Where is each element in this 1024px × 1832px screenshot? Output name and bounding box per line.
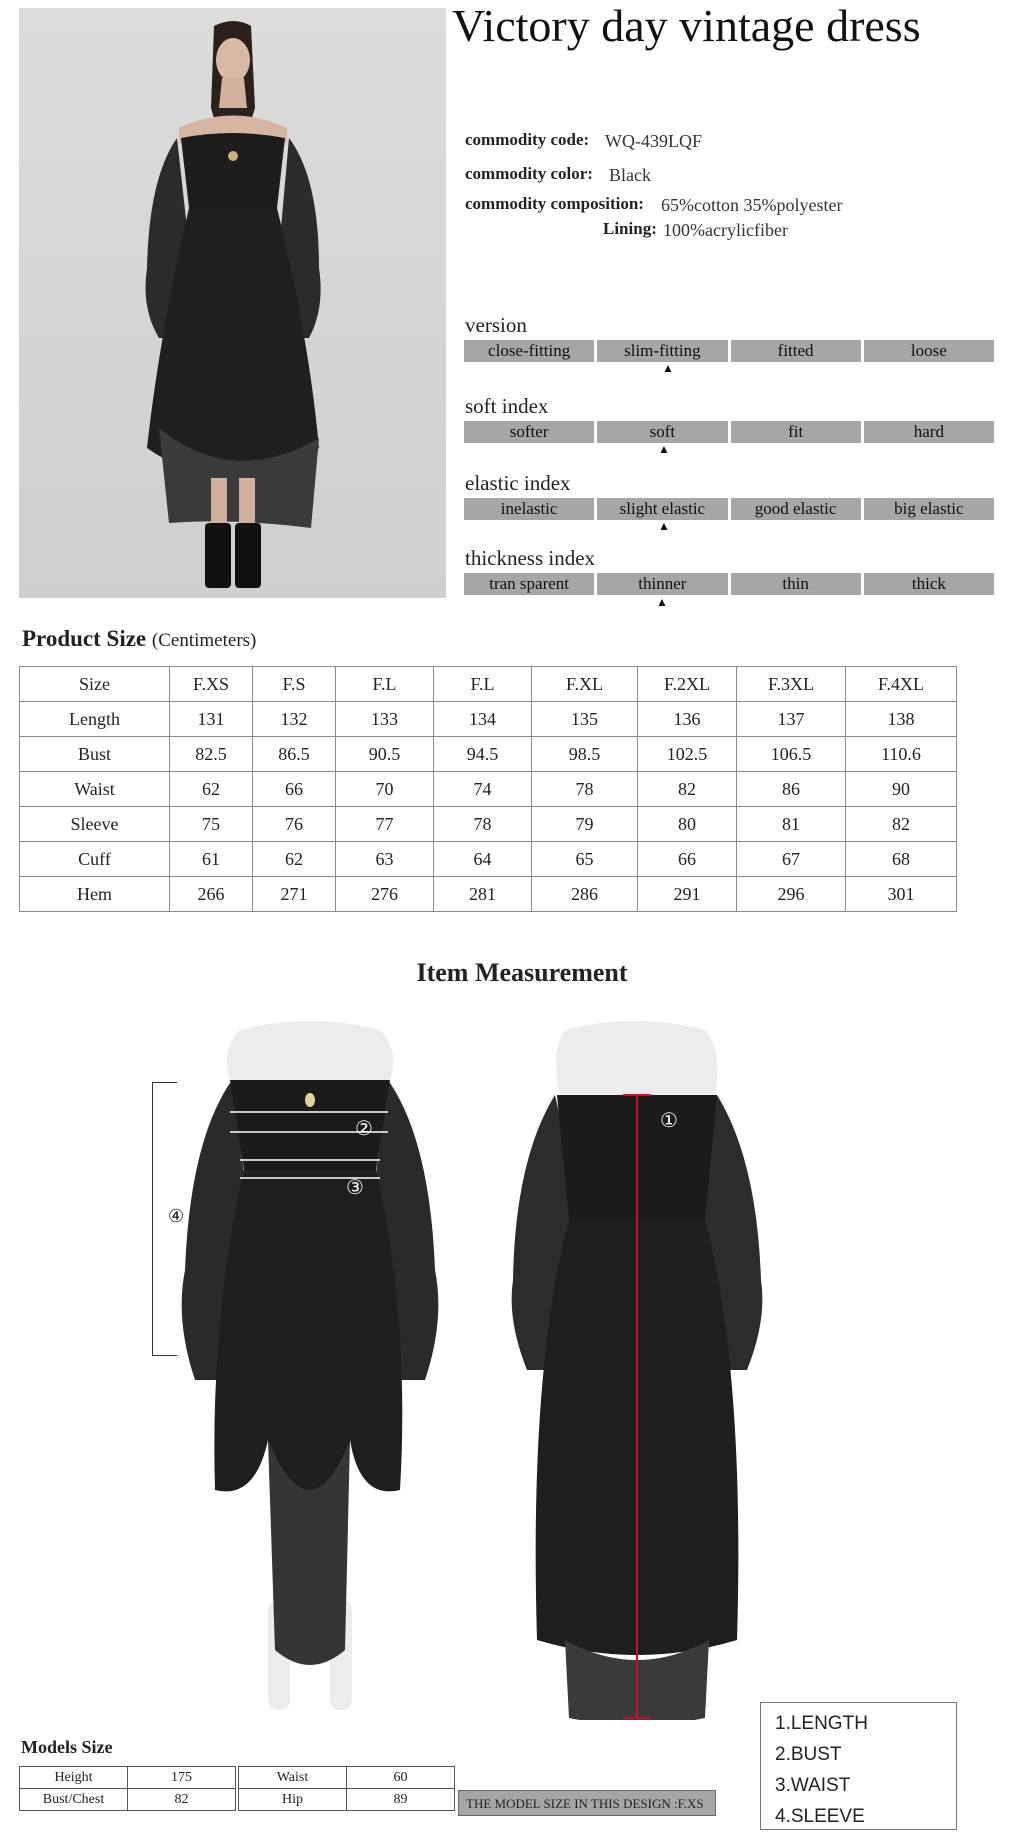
product-title: Victory day vintage dress (452, 0, 921, 51)
measure-value-cell: 137 (737, 702, 846, 737)
table-row (20, 737, 957, 772)
size-header-cell: F.2XL (638, 667, 737, 702)
size-header-cell: F.XL (532, 667, 638, 702)
measure-value-cell: 74 (434, 772, 532, 807)
measure-value-cell: 138 (846, 702, 957, 737)
models-table-right (238, 1766, 455, 1811)
measure-value-cell: 79 (532, 807, 638, 842)
version-option: slim-fitting (597, 340, 727, 362)
measure-value-cell: 82.5 (170, 737, 253, 772)
measure-value-cell: 271 (253, 877, 336, 912)
soft-index-option: softer (464, 421, 594, 443)
measure-value-cell: 78 (532, 772, 638, 807)
thickness-index-option: thick (864, 573, 994, 595)
measure-value-cell: 276 (336, 877, 434, 912)
table-row (20, 842, 957, 877)
lining-value: 100%acrylicfiber (663, 220, 788, 240)
measure-value-cell: 296 (737, 877, 846, 912)
measure-value-cell: 67 (737, 842, 846, 877)
item-measurement-title: Item Measurement (416, 958, 628, 987)
commodity-composition-label: commodity composition: (465, 194, 644, 213)
legend-sleeve: 4.SLEEVE (775, 1806, 865, 1827)
measure-value-cell: 291 (638, 877, 737, 912)
measure-value-cell: 68 (846, 842, 957, 877)
sleeve-marker: ④ (168, 1206, 185, 1226)
commodity-color-label: commodity color: (465, 164, 593, 183)
measure-value-cell: 82 (846, 807, 957, 842)
measure-value-cell: 66 (253, 772, 336, 807)
version-title: version (465, 313, 527, 337)
soft-index-option: fit (731, 421, 861, 443)
thickness-index-selected-marker: ▲ (656, 595, 668, 609)
model-hip-value: 89 (347, 1789, 455, 1811)
commodity-color-value: Black (609, 165, 651, 185)
thickness-index-option: thin (731, 573, 861, 595)
thickness-index-title: thickness index (465, 546, 596, 570)
thickness-index-option: tran sparent (464, 573, 594, 595)
table-row (20, 772, 957, 807)
back-view-image (505, 1020, 805, 1720)
measure-value-cell: 64 (434, 842, 532, 877)
soft-index-option: hard (864, 421, 994, 443)
version-selected-marker: ▲ (662, 361, 674, 375)
measure-value-cell: 75 (170, 807, 253, 842)
measure-value-cell: 135 (532, 702, 638, 737)
size-header-cell: F.4XL (846, 667, 957, 702)
size-header-cell: F.L (336, 667, 434, 702)
thickness-index-option: thinner (597, 573, 727, 595)
measure-value-cell: 136 (638, 702, 737, 737)
measure-name-cell: Length (20, 702, 170, 737)
product-size-heading: Product Size (22, 626, 147, 651)
model-photo (19, 8, 446, 598)
measure-name-cell: Bust (20, 737, 170, 772)
measure-value-cell: 110.6 (846, 737, 957, 772)
model-waist-value: 60 (347, 1767, 455, 1789)
size-header-cell: F.3XL (737, 667, 846, 702)
front-view-image (150, 1020, 470, 1720)
soft-index-option: soft (597, 421, 727, 443)
model-hip-label: Hip (239, 1789, 347, 1811)
bust-marker: ② (355, 1118, 373, 1140)
elastic-index-title: elastic index (465, 471, 571, 495)
version-scale (464, 340, 994, 362)
version-option: loose (864, 340, 994, 362)
table-row (239, 1789, 455, 1811)
thickness-index-scale (464, 573, 994, 595)
measure-value-cell: 66 (638, 842, 737, 877)
elastic-index-option: big elastic (864, 498, 994, 520)
soft-index-title: soft index (465, 394, 549, 418)
product-size-title (22, 626, 256, 652)
measure-value-cell: 286 (532, 877, 638, 912)
model-height-label: Height (20, 1767, 128, 1789)
soft-index-selected-marker: ▲ (658, 442, 670, 456)
table-row (20, 1789, 236, 1811)
model-bust-value: 82 (128, 1789, 236, 1811)
measure-value-cell: 70 (336, 772, 434, 807)
elastic-index-scale (464, 498, 994, 520)
measure-value-cell: 98.5 (532, 737, 638, 772)
measure-value-cell: 90.5 (336, 737, 434, 772)
models-size-title: Models Size (21, 1737, 113, 1757)
measure-value-cell: 82 (638, 772, 737, 807)
measure-value-cell: 133 (336, 702, 434, 737)
measure-value-cell: 77 (336, 807, 434, 842)
elastic-index-option: inelastic (464, 498, 594, 520)
measure-value-cell: 65 (532, 842, 638, 877)
measure-value-cell: 266 (170, 877, 253, 912)
table-row (20, 702, 957, 737)
measure-value-cell: 78 (434, 807, 532, 842)
model-size-note: THE MODEL SIZE IN THIS DESIGN :F.XS (458, 1790, 716, 1816)
version-option: fitted (731, 340, 861, 362)
waist-marker: ③ (346, 1177, 364, 1199)
commodity-code-value: WQ-439LQF (605, 131, 702, 151)
measure-value-cell: 86.5 (253, 737, 336, 772)
model-height-value: 175 (128, 1767, 236, 1789)
model-bust-label: Bust/Chest (20, 1789, 128, 1811)
measure-value-cell: 81 (737, 807, 846, 842)
elastic-index-selected-marker: ▲ (658, 519, 670, 533)
measure-value-cell: 94.5 (434, 737, 532, 772)
measure-value-cell: 90 (846, 772, 957, 807)
measure-value-cell: 86 (737, 772, 846, 807)
measure-value-cell: 61 (170, 842, 253, 877)
commodity-composition-value: 65%cotton 35%polyester (661, 195, 843, 215)
models-table-left (19, 1766, 236, 1811)
measure-value-cell: 80 (638, 807, 737, 842)
measure-value-cell: 134 (434, 702, 532, 737)
elastic-index-option: slight elastic (597, 498, 727, 520)
size-header-cell: F.S (253, 667, 336, 702)
measure-value-cell: 281 (434, 877, 532, 912)
model-waist-label: Waist (239, 1767, 347, 1789)
measure-value-cell: 76 (253, 807, 336, 842)
commodity-code-label: commodity code: (465, 130, 590, 149)
measure-value-cell: 131 (170, 702, 253, 737)
measure-value-cell: 62 (170, 772, 253, 807)
version-option: close-fitting (464, 340, 594, 362)
size-header-cell: F.L (434, 667, 532, 702)
measurement-legend (760, 1702, 957, 1830)
lining-label: Lining: (603, 219, 657, 238)
table-row (20, 1767, 236, 1789)
length-marker: ① (660, 1110, 678, 1132)
measure-name-cell: Hem (20, 877, 170, 912)
measure-value-cell: 63 (336, 842, 434, 877)
size-header-cell: Size (20, 667, 170, 702)
legend-bust: 2.BUST (775, 1744, 842, 1765)
measure-value-cell: 301 (846, 877, 957, 912)
measure-name-cell: Cuff (20, 842, 170, 877)
elastic-index-option: good elastic (731, 498, 861, 520)
product-size-unit: (Centimeters) (151, 630, 257, 651)
measure-value-cell: 62 (253, 842, 336, 877)
measure-name-cell: Sleeve (20, 807, 170, 842)
legend-length: 1.LENGTH (775, 1713, 868, 1734)
measure-name-cell: Waist (20, 772, 170, 807)
table-row (20, 807, 957, 842)
size-table (19, 666, 957, 912)
soft-index-scale (464, 421, 994, 443)
measure-value-cell: 106.5 (737, 737, 846, 772)
size-header-cell: F.XS (170, 667, 253, 702)
legend-waist: 3.WAIST (775, 1775, 851, 1796)
measure-value-cell: 132 (253, 702, 336, 737)
table-row (20, 877, 957, 912)
size-table-header (20, 667, 957, 702)
table-row (239, 1767, 455, 1789)
measure-value-cell: 102.5 (638, 737, 737, 772)
